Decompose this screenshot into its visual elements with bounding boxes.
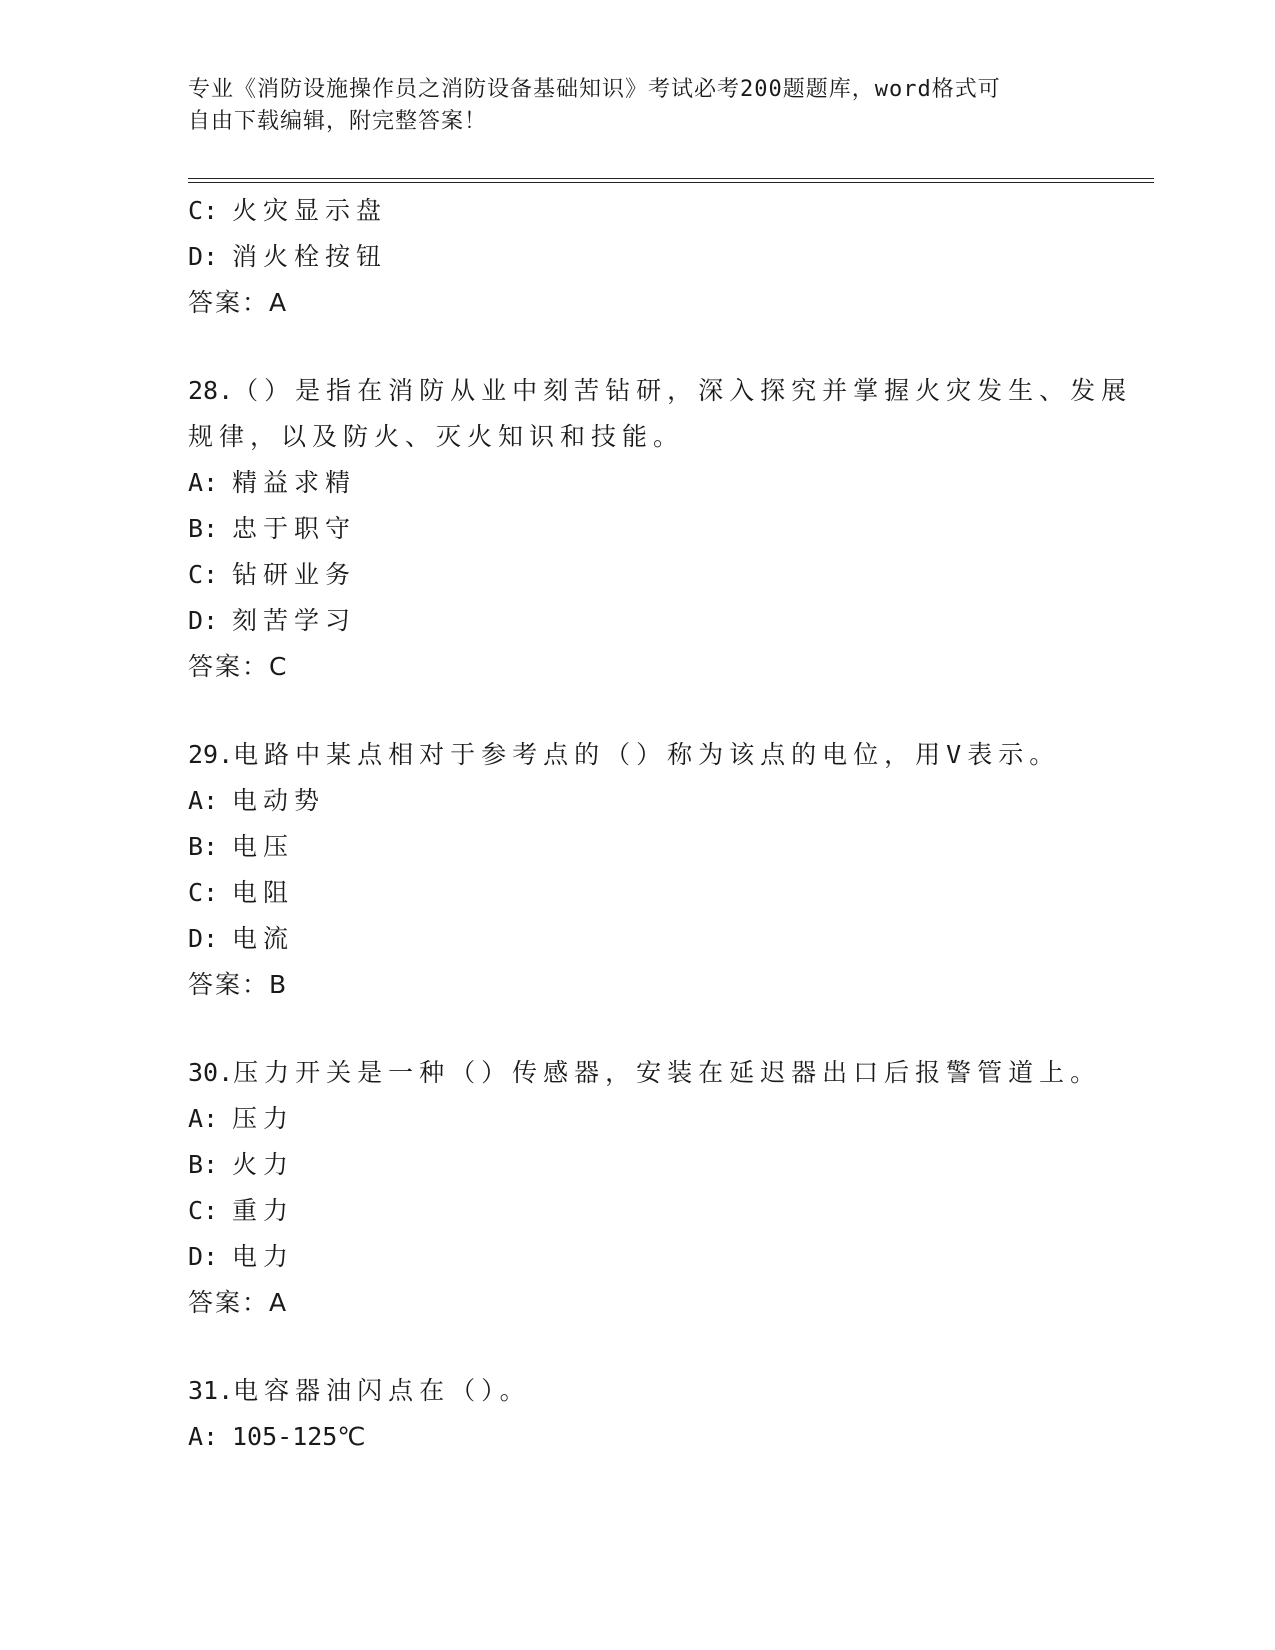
option-text: 电阻 — [232, 878, 295, 907]
answer-prefix: 答案： — [188, 652, 270, 681]
option-text: 重力 — [232, 1196, 295, 1225]
option-c — [188, 552, 1088, 598]
answer-line — [188, 1280, 1088, 1326]
spacer — [188, 1008, 1088, 1050]
option-text: 105-125℃ — [232, 1422, 366, 1451]
answer-prefix: 答案： — [188, 1288, 270, 1317]
spacer — [188, 326, 1088, 368]
question-text-line-2: 规律，以及防火、灭火知识和技能。 — [188, 422, 685, 451]
header-line-1: 专业《消防设施操作员之消防设备基础知识》考试必考200题题库，word格式可 — [188, 77, 1001, 102]
option-key: D: — [188, 242, 219, 271]
question-partial — [188, 188, 1088, 326]
option-text: 火力 — [232, 1150, 295, 1179]
header-double-rule — [188, 178, 1154, 183]
document-header — [188, 74, 1068, 138]
option-text: 刻苦学习 — [232, 606, 357, 635]
question-30 — [188, 1050, 1102, 1326]
option-text: 电流 — [232, 924, 295, 953]
question-text-line-1: （）是指在消防从业中刻苦钻研，深入探究并掌握火灾发生、发展 — [233, 376, 1133, 405]
question-text-line-1: 电路中某点相对于参考点的（）称为该点的电位，用V表示。 — [233, 740, 1061, 769]
option-text: 火灾显示盘 — [232, 196, 388, 225]
option-key: D: — [188, 606, 219, 635]
option-text: 电力 — [232, 1242, 295, 1271]
option-b — [188, 1142, 1088, 1188]
option-c — [188, 188, 1088, 234]
option-text: 精益求精 — [232, 468, 357, 497]
question-number: 30. — [188, 1058, 234, 1087]
answer-value: C — [269, 652, 289, 681]
option-key: A: — [188, 786, 219, 815]
answer-prefix: 答案： — [188, 288, 270, 317]
option-key: C: — [188, 560, 219, 589]
question-stem — [188, 368, 1133, 414]
option-text: 电压 — [232, 832, 295, 861]
question-28 — [188, 368, 1133, 690]
option-key: C: — [188, 196, 219, 225]
option-d — [188, 234, 1088, 280]
option-b — [188, 824, 1088, 870]
answer-line — [188, 962, 1088, 1008]
spacer — [188, 690, 1088, 732]
option-text: 消火栓按钮 — [232, 242, 388, 271]
question-number: 31. — [188, 1376, 234, 1405]
question-31 — [188, 1368, 1088, 1460]
option-key: B: — [188, 832, 219, 861]
answer-line — [188, 280, 1088, 326]
option-key: C: — [188, 1196, 219, 1225]
option-text: 电动势 — [232, 786, 326, 815]
question-29 — [188, 732, 1088, 1008]
option-key: A: — [188, 1104, 219, 1133]
question-text-line-1: 电容器油闪点在（）。 — [233, 1376, 531, 1405]
question-stem — [188, 1368, 1088, 1414]
option-text: 钻研业务 — [232, 560, 357, 589]
option-text: 忠于职守 — [232, 514, 357, 543]
header-line-2: 自由下载编辑，附完整答案！ — [188, 109, 488, 134]
option-key: C: — [188, 878, 219, 907]
option-a — [188, 1414, 1088, 1460]
option-a — [188, 1096, 1088, 1142]
question-stem — [188, 732, 1088, 778]
option-d — [188, 916, 1088, 962]
option-key: B: — [188, 1150, 219, 1179]
question-number: 28. — [188, 376, 234, 405]
option-key: A: — [188, 468, 219, 497]
question-list — [188, 188, 1133, 1460]
question-text-line-1: 压力开关是一种（）传感器，安装在延迟器出口后报警管道上。 — [233, 1058, 1102, 1087]
spacer — [188, 1326, 1088, 1368]
option-key: D: — [188, 1242, 219, 1271]
option-key: A: — [188, 1422, 219, 1451]
option-d — [188, 1234, 1088, 1280]
question-stem — [188, 1050, 1102, 1096]
answer-value: A — [269, 288, 289, 317]
option-a — [188, 460, 1088, 506]
option-text: 压力 — [232, 1104, 295, 1133]
option-key: B: — [188, 514, 219, 543]
option-c — [188, 1188, 1088, 1234]
option-c — [188, 870, 1088, 916]
question-number: 29. — [188, 740, 234, 769]
answer-prefix: 答案： — [188, 970, 270, 999]
option-key: D: — [188, 924, 219, 953]
option-b — [188, 506, 1088, 552]
answer-value: B — [269, 970, 289, 999]
answer-value: A — [269, 1288, 289, 1317]
answer-line — [188, 644, 1088, 690]
option-d — [188, 598, 1088, 644]
option-a — [188, 778, 1088, 824]
